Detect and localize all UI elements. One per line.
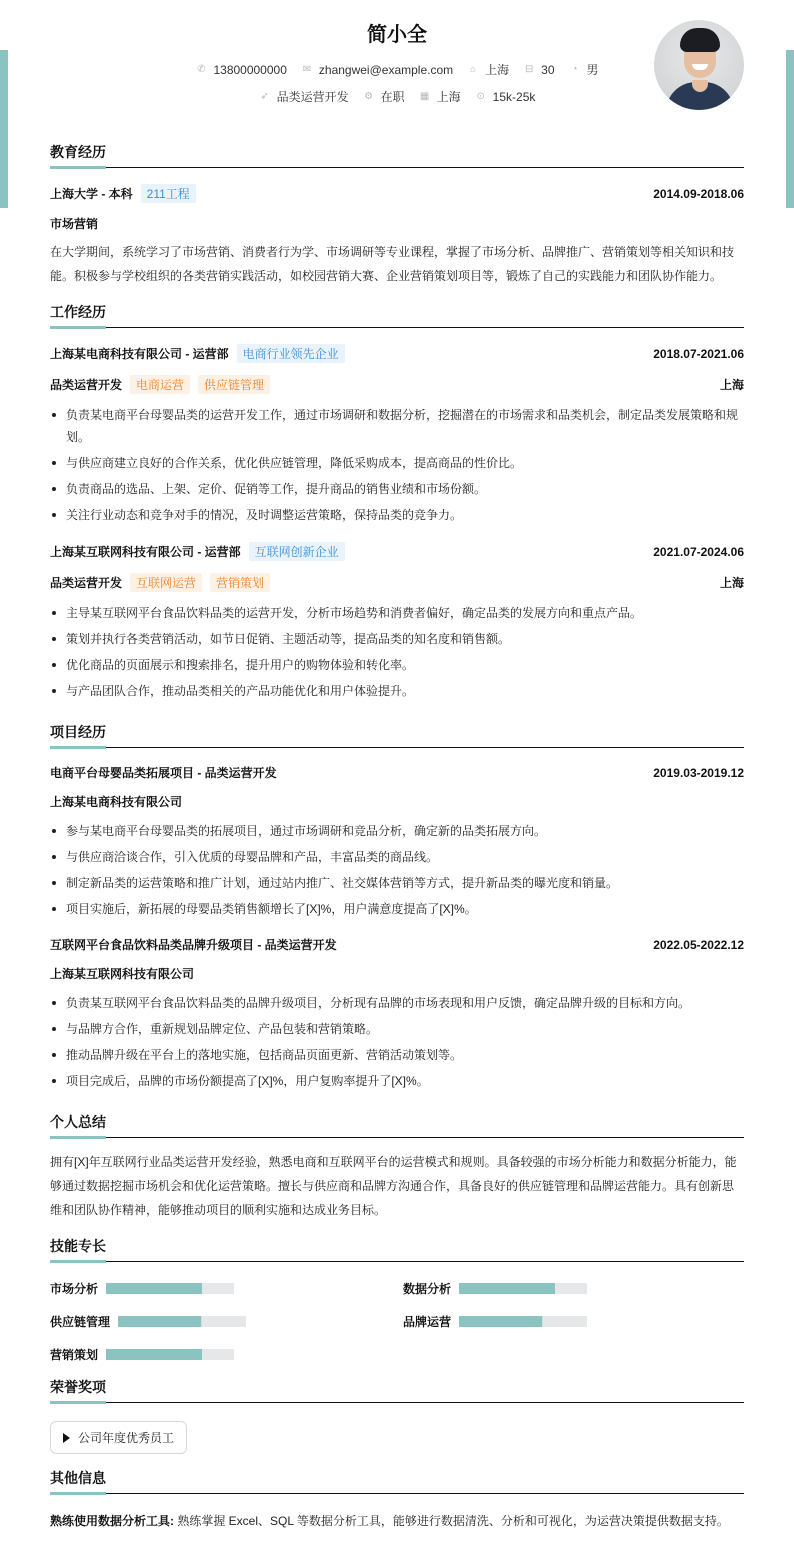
list-item: 制定新品类的运营策略和推广计划，通过站内推广、社交媒体营销等方式，提升新品类的曝光度和销量。 — [50, 872, 744, 894]
email-item — [301, 63, 453, 77]
school-tag: 211工程 — [141, 184, 196, 203]
skill-tag: 营销策划 — [210, 573, 270, 592]
work-bullets — [50, 602, 744, 702]
age-text: 30 — [541, 62, 555, 77]
projects-section — [50, 722, 744, 1092]
company-name: 上海某互联网科技有限公司 - 运营部 — [50, 545, 241, 559]
work-date: 2021.07-2024.06 — [653, 544, 744, 559]
project-bullets — [50, 992, 744, 1092]
list-item: 优化商品的页面展示和搜索排名，提升用户的购物体验和转化率。 — [50, 654, 744, 676]
project-entry — [50, 764, 744, 920]
award-item[interactable] — [50, 1421, 187, 1454]
work-bullets — [50, 404, 744, 526]
list-item: 参与某电商平台母婴品类的拓展项目，通过市场调研和竞品分析，确定新的品类拓展方向。 — [50, 820, 744, 842]
skill-name: 市场分析 — [50, 1282, 99, 1296]
section-title-skills: 技能专长 — [50, 1236, 744, 1262]
list-item: 负责商品的选品、上架、定价、促销等工作，提升商品的销售业绩和市场份额。 — [50, 478, 744, 500]
section-title-awards: 荣誉奖项 — [50, 1377, 744, 1403]
skill-bar — [106, 1283, 234, 1294]
work-location: 上海 — [719, 576, 744, 590]
skill-item — [50, 1313, 403, 1330]
other-info — [50, 1510, 744, 1532]
resume-header — [50, 0, 744, 128]
work-entry — [50, 344, 744, 526]
status-item — [363, 88, 405, 105]
project-entry — [50, 936, 744, 1092]
skill-bar — [106, 1349, 234, 1360]
list-item: 与供应商建立良好的合作关系，优化供应链管理，降低采购成本，提高商品的性价比。 — [50, 452, 744, 474]
section-title-education: 教育经历 — [50, 142, 744, 168]
list-item: 项目实施后，新拓展的母婴品类销售额增长了[X]%，用户满意度提高了[X]%。 — [50, 898, 744, 920]
school-name: 上海大学 - 本科 — [50, 187, 133, 201]
work-entry — [50, 542, 744, 702]
caret-right-icon — [63, 1433, 70, 1443]
building-icon: ▦ — [419, 90, 430, 102]
list-item: 与产品团队合作，推动品类相关的产品功能优化和用户体验提升。 — [50, 680, 744, 702]
summary-section — [50, 1112, 744, 1222]
other-section — [50, 1468, 744, 1532]
status-text: 在职 — [380, 90, 405, 104]
skill-item — [403, 1313, 744, 1330]
target-city-item — [419, 88, 461, 105]
target-position-text: 品类运营开发 — [276, 90, 349, 104]
skill-item — [50, 1280, 403, 1297]
gender-item — [569, 61, 599, 78]
avatar — [654, 20, 744, 110]
gender-icon: ◔ — [571, 63, 578, 75]
list-item: 与供应商洽谈合作，引入优质的母婴品牌和产品，丰富品类的商品线。 — [50, 846, 744, 868]
gender-text: 男 — [586, 63, 599, 77]
education-description: 在大学期间，系统学习了市场营销、消费者行为学、市场调研等专业课程，掌握了市场分析、品牌推广、营销策划等相关知识和技能。积极参与学校组织的各类营销实践活动，如校园营销大赛、企业营销策划项目等，锻炼了自己的实践能力和团队协作能力。 — [50, 245, 735, 283]
skill-item — [403, 1280, 744, 1297]
candidate-name: 简小全 — [367, 24, 427, 46]
work-date: 2018.07-2021.06 — [653, 346, 744, 361]
company-tag: 互联网创新企业 — [249, 542, 345, 561]
skill-bar — [459, 1316, 587, 1327]
summary-text: 拥有[X]年互联网行业品类运营开发经验，熟悉电商和互联网平台的运营模式和规则。具备较强的市场分析能力和数据分析能力，能够通过数据挖掘市场机会和优化运营策略。擅长与供应商和品牌方沟通合作，具备良好的供应链管理和品牌运营能力。具有创新思维和团队协作精神，能够推动项目的顺利实施和达成业务目标。 — [50, 1155, 737, 1217]
status-icon: ⚙ — [364, 90, 374, 102]
project-company: 上海某互联网科技有限公司 — [50, 967, 195, 981]
other-info-text: 熟练掌握 Excel、SQL 等数据分析工具，能够进行数据清洗、分析和可视化，为运营决策提供数据支持。 — [174, 1514, 729, 1528]
city-item — [467, 61, 509, 78]
section-title-projects: 项目经历 — [50, 722, 744, 748]
skills-section — [50, 1236, 744, 1363]
skill-bar — [118, 1316, 246, 1327]
skill-item — [50, 1346, 403, 1363]
project-name: 电商平台母婴品类拓展项目 - 品类运营开发 — [50, 766, 277, 780]
skill-name: 数据分析 — [403, 1282, 452, 1296]
work-location: 上海 — [719, 378, 744, 392]
list-item: 项目完成后，品牌的市场份额提高了[X]%，用户复购率提升了[X]%。 — [50, 1070, 744, 1092]
company-tag: 电商行业领先企业 — [237, 344, 345, 363]
target-city-text: 上海 — [436, 90, 461, 104]
work-section — [50, 302, 744, 702]
company-name: 上海某电商科技有限公司 - 运营部 — [50, 347, 229, 361]
section-title-summary: 个人总结 — [50, 1112, 744, 1138]
education-date: 2014.09-2018.06 — [653, 186, 744, 201]
other-info-label: 熟练使用数据分析工具: — [50, 1514, 174, 1528]
target-position-item — [259, 88, 349, 105]
target-position-icon: ➶ — [260, 90, 269, 102]
list-item: 负责某互联网平台食品饮料品类的品牌升级项目，分析现有品牌的市场表现和用户反馈，确定品牌升级的目标和方向。 — [50, 992, 744, 1014]
awards-section — [50, 1377, 744, 1454]
skill-tag: 互联网运营 — [130, 573, 202, 592]
age-item — [523, 63, 554, 77]
skill-tag: 电商运营 — [130, 375, 190, 394]
email-text: zhangwei@example.com — [318, 62, 454, 77]
phone-item — [195, 63, 286, 77]
project-date: 2019.03-2019.12 — [653, 765, 744, 780]
project-name: 互联网平台食品饮料品类品牌升级项目 - 品类运营开发 — [50, 938, 337, 952]
phone-text: 13800000000 — [213, 62, 287, 77]
section-title-work: 工作经历 — [50, 302, 744, 328]
salary-icon: ⊙ — [476, 90, 485, 102]
skill-name: 品牌运营 — [403, 1315, 452, 1329]
list-item: 负责某电商平台母婴品类的运营开发工作，通过市场调研和数据分析，挖掘潜在的市场需求和品类机会，制定品类发展策略和规划。 — [50, 404, 744, 448]
position: 品类运营开发 — [50, 378, 123, 392]
phone-icon: ✆ — [197, 63, 206, 75]
age-icon: ⊟ — [524, 63, 534, 75]
major: 市场营销 — [50, 217, 99, 231]
job-intent-row — [50, 88, 744, 105]
section-title-other: 其他信息 — [50, 1468, 744, 1494]
skills-grid — [50, 1280, 744, 1363]
city-text: 上海 — [485, 63, 510, 77]
salary-text: 15k-25k — [492, 89, 536, 104]
salary-item — [475, 90, 536, 104]
email-icon: ✉ — [302, 63, 312, 75]
position: 品类运营开发 — [50, 576, 123, 590]
list-item: 关注行业动态和竞争对手的情况，及时调整运营策略，保持品类的竞争力。 — [50, 504, 744, 526]
list-item: 推动品牌升级在平台上的落地实施，包括商品页面更新、营销活动策划等。 — [50, 1044, 744, 1066]
education-section — [50, 142, 744, 288]
education-entry — [50, 184, 744, 288]
skill-name: 营销策划 — [50, 1348, 99, 1362]
contact-row — [50, 61, 744, 78]
skill-name: 供应链管理 — [50, 1315, 111, 1329]
list-item: 主导某互联网平台食品饮料品类的运营开发，分析市场趋势和消费者偏好，确定品类的发展方向和重点产品。 — [50, 602, 744, 624]
skill-tag: 供应链管理 — [198, 375, 270, 394]
list-item: 与品牌方合作，重新规划品牌定位、产品包装和营销策略。 — [50, 1018, 744, 1040]
award-name: 公司年度优秀员工 — [78, 1431, 175, 1445]
project-bullets — [50, 820, 744, 920]
project-company: 上海某电商科技有限公司 — [50, 795, 183, 809]
skill-bar — [459, 1283, 587, 1294]
project-date: 2022.05-2022.12 — [653, 937, 744, 952]
home-icon: ⌂ — [470, 63, 477, 75]
list-item: 策划并执行各类营销活动，如节日促销、主题活动等，提高品类的知名度和销售额。 — [50, 628, 744, 650]
